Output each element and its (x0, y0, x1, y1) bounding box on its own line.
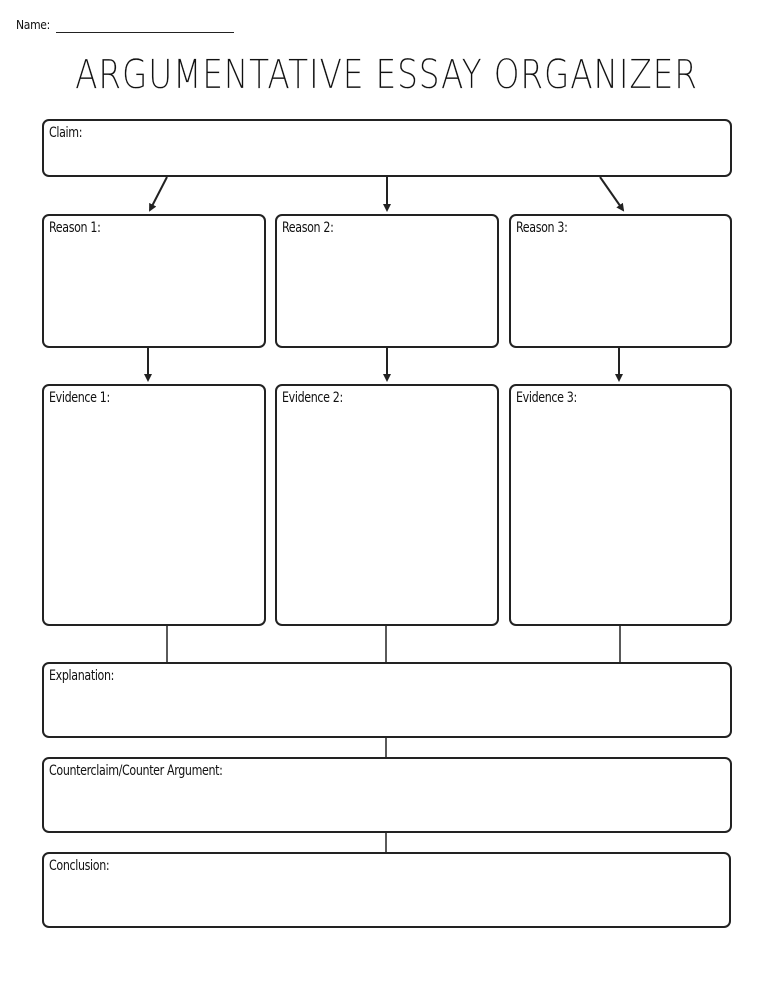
reason-3-box[interactable] (509, 214, 732, 348)
reason-1-label: Reason 1: (49, 220, 101, 236)
evidence-1-box[interactable] (42, 384, 266, 626)
name-input-line[interactable] (56, 32, 234, 33)
explanation-label: Explanation: (49, 668, 115, 684)
claim-label: Claim: (49, 125, 83, 141)
reason-1-box[interactable] (42, 214, 266, 348)
evidence-1-label: Evidence 1: (49, 390, 110, 406)
counterclaim-label: Counterclaim/Counter Argument: (49, 763, 223, 779)
reason-2-label: Reason 2: (282, 220, 334, 236)
conclusion-box[interactable] (42, 852, 731, 928)
reason-2-box[interactable] (275, 214, 499, 348)
conclusion-label: Conclusion: (49, 858, 110, 874)
arrow-claim-reason1 (150, 177, 167, 210)
evidence-2-box[interactable] (275, 384, 499, 626)
evidence-2-label: Evidence 2: (282, 390, 343, 406)
name-label: Name: (16, 18, 50, 32)
explanation-box[interactable] (42, 662, 732, 738)
arrow-claim-reason3 (600, 177, 623, 210)
page-title: ARGUMENTATIVE ESSAY ORGANIZER (75, 52, 698, 98)
evidence-3-label: Evidence 3: (516, 390, 577, 406)
claim-box[interactable] (42, 119, 732, 177)
reason-3-label: Reason 3: (516, 220, 568, 236)
evidence-3-box[interactable] (509, 384, 732, 626)
counterclaim-box[interactable] (42, 757, 732, 833)
